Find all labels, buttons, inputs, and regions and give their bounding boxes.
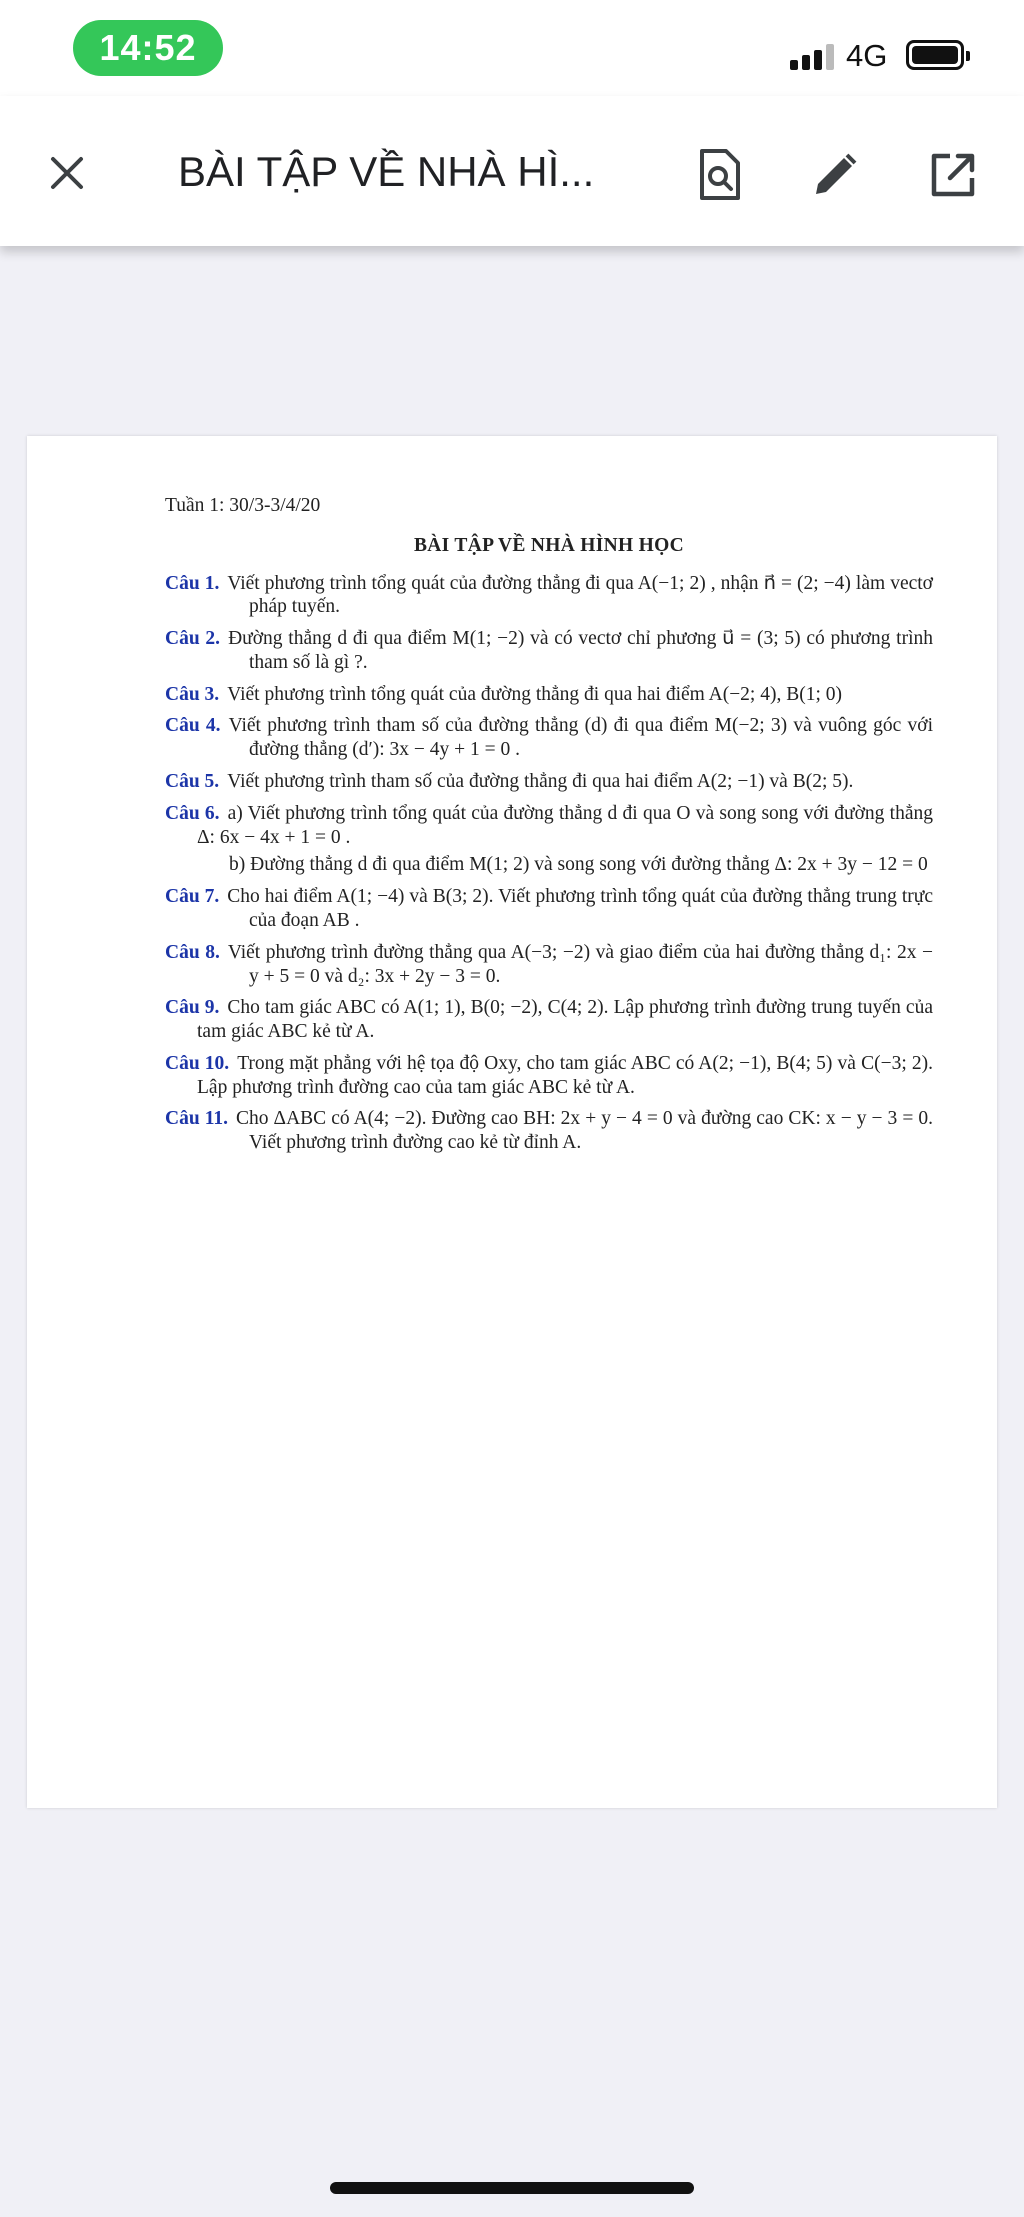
question-label: Câu 9. [165,997,220,1019]
find-in-page-button[interactable] [690,146,748,204]
question-8 [165,941,933,989]
document-content [165,494,933,1163]
question-label: Câu 3. [165,683,220,705]
question-text: Viết phương trình đường thẳng qua A(−3; −2) và giao điểm của hai đường thẳng d₁: 2x − y + 5 = 0 và d₂: 3x + 2y − 3 = 0. [227,941,933,987]
question-text: Viết phương trình tổng quát của đường thẳng đi qua hai điểm A(−2; 4), B(1; 0) [227,683,843,705]
question-label: Câu 8. [165,941,220,963]
question-label: Câu 1. [165,572,220,594]
question-text: a) Viết phương trình tổng quát của đường thẳng d đi qua O và song song với đường thẳng Δ: 6x − 4x + 1 = 0 . [197,802,933,848]
question-label: Câu 11. [165,1108,229,1130]
question-2 [165,627,933,675]
open-externally-button[interactable] [924,146,982,204]
question-text: b) Đường thẳng d đi qua điểm M(1; 2) và song song với đường thẳng Δ: 2x + 3y − 12 = 0 [229,854,928,876]
question-text: Cho ΔABC có A(4; −2). Đường cao BH: 2x + y − 4 = 0 và đường cao CK: x − y − 3 = 0. Viết phương trình đường cao kẻ từ đỉnh A. [236,1108,933,1154]
question-6 [165,802,933,850]
question-5 [165,770,933,794]
question-label: Câu 5. [165,771,220,793]
question-7 [165,885,933,933]
question-10 [165,1052,933,1100]
question-label: Câu 4. [165,715,221,737]
question-label: Câu 6. [165,802,220,824]
top-toolbar [0,96,1024,246]
open-in-new-icon [928,150,978,200]
question-label: Câu 10. [165,1052,230,1074]
close-icon [47,153,87,193]
battery-icon [906,40,964,70]
week-line: Tuần 1: 30/3-3/4/20 [165,495,321,516]
find-in-page-icon [696,148,742,202]
question-4 [165,714,933,762]
question-label: Câu 7. [165,886,220,908]
question-text: Cho hai điểm A(1; −4) và B(3; 2). Viết phương trình tổng quát của đường thẳng trung trực của đoạn AB . [227,886,933,931]
question-text: Trong mặt phẳng với hệ tọa độ Oxy, cho tam giác ABC có A(2; −1), B(4; 5) và C(−3; 2). Lập phương trình đường cao của tam giác ABC kẻ từ A. [197,1052,933,1098]
question-1 [165,572,933,620]
document-page[interactable] [27,436,997,1808]
status-time: 14:52 [73,20,223,76]
question-text: Cho tam giác ABC có A(1; 1), B(0; −2), C(4; 2). Lập phương trình đường trung tuyến của tam giác ABC kẻ từ A. [197,997,933,1043]
question-text: Viết phương trình tổng quát của đường thẳng đi qua A(−1; 2) , nhận n⃗ = (2; −4) làm vectơ pháp tuyến. [227,572,933,618]
document-heading: BÀI TẬP VỀ NHÀ HÌNH HỌC [413,534,685,556]
close-button[interactable] [40,146,94,200]
question-text: Viết phương trình tham số của đường thẳng đi qua hai điểm A(2; −1) và B(2; 5). [227,771,854,793]
question-label: Câu 2. [165,628,221,650]
document-title: BÀI TẬP VỀ NHÀ HÌ... [178,148,595,195]
question-text: Viết phương trình tham số của đường thẳng (d) đi qua điểm M(−2; 3) và vuông góc với đường thẳng (d′): 3x − 4y + 1 = 0 . [228,715,933,761]
question-3 [165,683,933,707]
home-indicator[interactable] [330,2182,694,2194]
question-6b [165,853,933,877]
edit-button[interactable] [806,146,864,204]
question-11 [165,1107,933,1155]
question-9 [165,996,933,1044]
status-bar [0,0,1024,96]
cellular-signal-icon [790,44,838,70]
edit-pencil-icon [810,150,860,200]
question-text: Đường thẳng d đi qua điểm M(1; −2) và có vectơ chỉ phương u⃗ = (3; 5) có phương trình tham số là gì ?. [228,628,933,673]
network-type: 4G [846,38,888,73]
